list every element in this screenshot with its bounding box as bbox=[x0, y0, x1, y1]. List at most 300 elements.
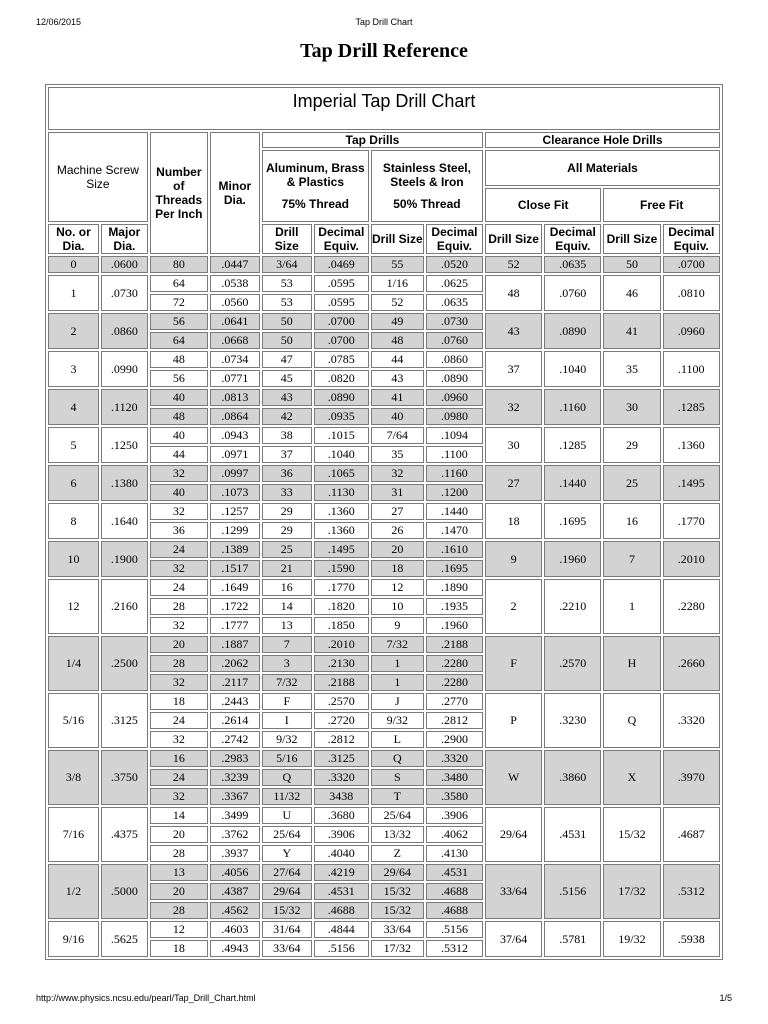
major-dia-cell: .3125 bbox=[101, 693, 148, 748]
ss-decimal-cell: .1960 bbox=[426, 617, 483, 634]
major-dia-cell: .5625 bbox=[101, 921, 148, 957]
al-decimal-cell: .2188 bbox=[314, 674, 369, 691]
ss-drill-size-cell: 40 bbox=[371, 408, 424, 425]
major-dia-cell: .1380 bbox=[101, 465, 148, 501]
al-drill-size-cell: 15/32 bbox=[262, 902, 312, 919]
threads-per-inch-header: Number of Threads Per Inch bbox=[150, 132, 208, 254]
free-fit-decimal-cell: .1770 bbox=[663, 503, 720, 539]
threads-per-inch-cell: 32 bbox=[150, 617, 208, 634]
free-fit-drill-cell: 50 bbox=[603, 256, 660, 273]
free-drill-size-header: Drill Size bbox=[603, 224, 660, 254]
ss-decimal-cell: .1890 bbox=[426, 579, 483, 596]
minor-dia-cell: .1073 bbox=[210, 484, 260, 501]
al-drill-size-cell: 53 bbox=[262, 275, 312, 292]
al-drill-size-cell: 3 bbox=[262, 655, 312, 672]
print-page-number: 1/5 bbox=[719, 993, 732, 1003]
ss-drill-size-cell: 7/32 bbox=[371, 636, 424, 653]
threads-per-inch-cell: 18 bbox=[150, 693, 208, 710]
table-row bbox=[48, 427, 720, 444]
free-fit-decimal-cell: .2010 bbox=[663, 541, 720, 577]
al-drill-size-cell: 36 bbox=[262, 465, 312, 482]
ss-drill-size-cell: 1 bbox=[371, 655, 424, 672]
al-drill-size-cell: 16 bbox=[262, 579, 312, 596]
ss-decimal-cell: .4688 bbox=[426, 883, 483, 900]
al-drill-size-cell: 31/64 bbox=[262, 921, 312, 938]
close-fit-decimal-cell: .1960 bbox=[544, 541, 601, 577]
ss-drill-size-cell: 29/64 bbox=[371, 864, 424, 881]
threads-per-inch-cell: 13 bbox=[150, 864, 208, 881]
threads-per-inch-cell: 32 bbox=[150, 674, 208, 691]
al-decimal-cell: .4531 bbox=[314, 883, 369, 900]
screw-size-cell: 1/2 bbox=[48, 864, 99, 919]
major-dia-cell: .5000 bbox=[101, 864, 148, 919]
al-decimal-equiv-header: Decimal Equiv. bbox=[314, 224, 369, 254]
ss-drill-size-cell: 32 bbox=[371, 465, 424, 482]
free-fit-decimal-cell: .5312 bbox=[663, 864, 720, 919]
close-fit-decimal-cell: .1695 bbox=[544, 503, 601, 539]
free-fit-drill-cell: 16 bbox=[603, 503, 660, 539]
close-fit-drill-cell: 48 bbox=[485, 275, 542, 311]
al-drill-size-cell: 50 bbox=[262, 332, 312, 349]
close-fit-decimal-cell: .0635 bbox=[544, 256, 601, 273]
ss-drill-size-cell: L bbox=[371, 731, 424, 748]
ss-decimal-cell: .4531 bbox=[426, 864, 483, 881]
close-fit-drill-cell: 29/64 bbox=[485, 807, 542, 862]
minor-dia-cell: .2983 bbox=[210, 750, 260, 767]
threads-per-inch-cell: 64 bbox=[150, 332, 208, 349]
al-decimal-cell: .2130 bbox=[314, 655, 369, 672]
al-drill-size-cell: F bbox=[262, 693, 312, 710]
ss-drill-size-cell: 13/32 bbox=[371, 826, 424, 843]
al-drill-size-cell: 3/64 bbox=[262, 256, 312, 273]
threads-per-inch-cell: 12 bbox=[150, 921, 208, 938]
al-drill-size-cell: 29 bbox=[262, 503, 312, 520]
ss-decimal-cell: .2280 bbox=[426, 655, 483, 672]
minor-dia-cell: .2742 bbox=[210, 731, 260, 748]
ss-drill-size-cell: 25/64 bbox=[371, 807, 424, 824]
close-decimal-equiv-header: Decimal Equiv. bbox=[544, 224, 601, 254]
ss-drill-size-header: Drill Size bbox=[371, 224, 424, 254]
ss-decimal-cell: .4130 bbox=[426, 845, 483, 862]
close-fit-decimal-cell: .0890 bbox=[544, 313, 601, 349]
al-drill-size-cell: 29/64 bbox=[262, 883, 312, 900]
ss-drill-size-cell: 12 bbox=[371, 579, 424, 596]
al-drill-size-cell: 9/32 bbox=[262, 731, 312, 748]
close-fit-drill-cell: 43 bbox=[485, 313, 542, 349]
ss-decimal-cell: .3320 bbox=[426, 750, 483, 767]
ss-decimal-cell: .2188 bbox=[426, 636, 483, 653]
threads-per-inch-cell: 48 bbox=[150, 351, 208, 368]
screw-size-cell: 9/16 bbox=[48, 921, 99, 957]
close-fit-decimal-cell: .1040 bbox=[544, 351, 601, 387]
ss-drill-size-cell: 26 bbox=[371, 522, 424, 539]
table-row bbox=[48, 864, 720, 881]
ss-drill-size-cell: 49 bbox=[371, 313, 424, 330]
minor-dia-cell: .0538 bbox=[210, 275, 260, 292]
ss-drill-size-cell: 52 bbox=[371, 294, 424, 311]
al-decimal-cell: .4688 bbox=[314, 902, 369, 919]
threads-per-inch-cell: 32 bbox=[150, 560, 208, 577]
ss-decimal-cell: .3480 bbox=[426, 769, 483, 786]
ss-drill-size-cell: 1 bbox=[371, 674, 424, 691]
ss-decimal-cell: .1935 bbox=[426, 598, 483, 615]
major-dia-cell: .1250 bbox=[101, 427, 148, 463]
ss-drill-size-cell: 35 bbox=[371, 446, 424, 463]
ss-drill-size-cell: 31 bbox=[371, 484, 424, 501]
al-decimal-cell: .1495 bbox=[314, 541, 369, 558]
free-fit-decimal-cell: .2280 bbox=[663, 579, 720, 634]
minor-dia-cell: .2062 bbox=[210, 655, 260, 672]
screw-size-cell: 0 bbox=[48, 256, 99, 273]
al-decimal-cell: .3320 bbox=[314, 769, 369, 786]
al-decimal-cell: .4040 bbox=[314, 845, 369, 862]
print-footer bbox=[36, 993, 732, 1005]
al-decimal-cell: .1360 bbox=[314, 503, 369, 520]
free-fit-decimal-cell: .1360 bbox=[663, 427, 720, 463]
close-fit-drill-cell: 37/64 bbox=[485, 921, 542, 957]
machine-screw-size-header: Machine Screw Size bbox=[48, 132, 148, 222]
al-decimal-cell: .0935 bbox=[314, 408, 369, 425]
al-drill-size-cell: 53 bbox=[262, 294, 312, 311]
ss-decimal-cell: .4062 bbox=[426, 826, 483, 843]
major-dia-cell: .3750 bbox=[101, 750, 148, 805]
table-row bbox=[48, 541, 720, 558]
major-dia-cell: .2500 bbox=[101, 636, 148, 691]
close-drill-size-header: Drill Size bbox=[485, 224, 542, 254]
threads-per-inch-cell: 72 bbox=[150, 294, 208, 311]
ss-decimal-cell: .5156 bbox=[426, 921, 483, 938]
ss-decimal-cell: .2770 bbox=[426, 693, 483, 710]
minor-dia-cell: .1299 bbox=[210, 522, 260, 539]
ss-decimal-cell: .0860 bbox=[426, 351, 483, 368]
free-fit-header: Free Fit bbox=[603, 188, 720, 222]
ss-decimal-cell: .0890 bbox=[426, 370, 483, 387]
al-decimal-cell: .2720 bbox=[314, 712, 369, 729]
close-fit-drill-cell: 30 bbox=[485, 427, 542, 463]
screw-size-cell: 2 bbox=[48, 313, 99, 349]
minor-dia-cell: .2117 bbox=[210, 674, 260, 691]
close-fit-drill-cell: 52 bbox=[485, 256, 542, 273]
minor-dia-cell: .0997 bbox=[210, 465, 260, 482]
free-fit-decimal-cell: .0960 bbox=[663, 313, 720, 349]
table-row bbox=[48, 275, 720, 292]
free-fit-drill-cell: 41 bbox=[603, 313, 660, 349]
close-fit-decimal-cell: .5781 bbox=[544, 921, 601, 957]
threads-per-inch-cell: 44 bbox=[150, 446, 208, 463]
tap-drill-table bbox=[45, 84, 723, 960]
al-decimal-cell: .3125 bbox=[314, 750, 369, 767]
screw-size-cell: 4 bbox=[48, 389, 99, 425]
free-fit-drill-cell: X bbox=[603, 750, 660, 805]
minor-dia-cell: .4603 bbox=[210, 921, 260, 938]
al-decimal-cell: .3906 bbox=[314, 826, 369, 843]
threads-per-inch-cell: 28 bbox=[150, 902, 208, 919]
al-drill-size-cell: 43 bbox=[262, 389, 312, 406]
al-drill-size-cell: 7 bbox=[262, 636, 312, 653]
threads-per-inch-cell: 80 bbox=[150, 256, 208, 273]
ss-drill-size-cell: 10 bbox=[371, 598, 424, 615]
ss-drill-size-cell: 48 bbox=[371, 332, 424, 349]
major-dia-cell: .1900 bbox=[101, 541, 148, 577]
ss-decimal-cell: .3906 bbox=[426, 807, 483, 824]
ss-decimal-equiv-header: Decimal Equiv. bbox=[426, 224, 483, 254]
threads-per-inch-cell: 32 bbox=[150, 731, 208, 748]
chart-container bbox=[45, 84, 723, 989]
screw-size-cell: 3 bbox=[48, 351, 99, 387]
close-fit-drill-cell: 27 bbox=[485, 465, 542, 501]
minor-dia-cell: .3239 bbox=[210, 769, 260, 786]
page-title: Tap Drill Reference bbox=[300, 40, 468, 62]
minor-dia-cell: .1887 bbox=[210, 636, 260, 653]
ss-drill-size-cell: 41 bbox=[371, 389, 424, 406]
minor-dia-cell: .2614 bbox=[210, 712, 260, 729]
ss-drill-size-cell: 33/64 bbox=[371, 921, 424, 938]
tap-drills-header: Tap Drills bbox=[262, 132, 483, 148]
aluminum-label: Aluminum, Brass & Plastics bbox=[265, 161, 365, 189]
ss-decimal-cell: .1200 bbox=[426, 484, 483, 501]
al-decimal-cell: .1130 bbox=[314, 484, 369, 501]
al-drill-size-cell: 25 bbox=[262, 541, 312, 558]
free-fit-drill-cell: 35 bbox=[603, 351, 660, 387]
table-row bbox=[48, 807, 720, 824]
table-row bbox=[48, 503, 720, 520]
table-row bbox=[48, 921, 720, 938]
free-fit-decimal-cell: .0810 bbox=[663, 275, 720, 311]
threads-per-inch-cell: 40 bbox=[150, 484, 208, 501]
close-fit-drill-cell: F bbox=[485, 636, 542, 691]
ss-drill-size-cell: 17/32 bbox=[371, 940, 424, 957]
free-fit-drill-cell: 15/32 bbox=[603, 807, 660, 862]
al-decimal-cell: .0595 bbox=[314, 275, 369, 292]
ss-drill-size-cell: 27 bbox=[371, 503, 424, 520]
al-decimal-cell: .3680 bbox=[314, 807, 369, 824]
stainless-label: Stainless Steel, Steels & Iron bbox=[382, 161, 471, 189]
al-decimal-cell: .1850 bbox=[314, 617, 369, 634]
ss-decimal-cell: .5312 bbox=[426, 940, 483, 957]
al-decimal-cell: .1015 bbox=[314, 427, 369, 444]
threads-per-inch-cell: 28 bbox=[150, 845, 208, 862]
ss-decimal-cell: .0625 bbox=[426, 275, 483, 292]
free-fit-decimal-cell: .2660 bbox=[663, 636, 720, 691]
threads-per-inch-cell: 40 bbox=[150, 427, 208, 444]
free-fit-drill-cell: 17/32 bbox=[603, 864, 660, 919]
ss-decimal-cell: .0980 bbox=[426, 408, 483, 425]
ss-decimal-cell: .0635 bbox=[426, 294, 483, 311]
ss-decimal-cell: .2280 bbox=[426, 674, 483, 691]
free-fit-drill-cell: 25 bbox=[603, 465, 660, 501]
threads-per-inch-cell: 56 bbox=[150, 313, 208, 330]
free-fit-decimal-cell: .1495 bbox=[663, 465, 720, 501]
screw-size-cell: 3/8 bbox=[48, 750, 99, 805]
al-drill-size-cell: 13 bbox=[262, 617, 312, 634]
minor-dia-header: Minor Dia. bbox=[210, 132, 260, 254]
ss-drill-size-cell: 1/16 bbox=[371, 275, 424, 292]
al-decimal-cell: .0785 bbox=[314, 351, 369, 368]
al-drill-size-cell: U bbox=[262, 807, 312, 824]
close-fit-drill-cell: 32 bbox=[485, 389, 542, 425]
ss-drill-size-cell: S bbox=[371, 769, 424, 786]
minor-dia-cell: .0447 bbox=[210, 256, 260, 273]
close-fit-decimal-cell: .3230 bbox=[544, 693, 601, 748]
minor-dia-cell: .1777 bbox=[210, 617, 260, 634]
minor-dia-cell: .0864 bbox=[210, 408, 260, 425]
minor-dia-cell: .4562 bbox=[210, 902, 260, 919]
ss-decimal-cell: .2900 bbox=[426, 731, 483, 748]
ss-drill-size-cell: Z bbox=[371, 845, 424, 862]
al-drill-size-cell: 45 bbox=[262, 370, 312, 387]
close-fit-header: Close Fit bbox=[485, 188, 601, 222]
close-fit-decimal-cell: .2570 bbox=[544, 636, 601, 691]
free-fit-drill-cell: 19/32 bbox=[603, 921, 660, 957]
ss-drill-size-cell: 15/32 bbox=[371, 883, 424, 900]
al-drill-size-cell: 38 bbox=[262, 427, 312, 444]
ss-drill-size-cell: 43 bbox=[371, 370, 424, 387]
close-fit-decimal-cell: .2210 bbox=[544, 579, 601, 634]
al-decimal-cell: .1065 bbox=[314, 465, 369, 482]
al-drill-size-cell: 11/32 bbox=[262, 788, 312, 805]
minor-dia-cell: .3499 bbox=[210, 807, 260, 824]
al-decimal-cell: .5156 bbox=[314, 940, 369, 957]
al-decimal-cell: .2812 bbox=[314, 731, 369, 748]
major-dia-cell: .4375 bbox=[101, 807, 148, 862]
close-fit-decimal-cell: .4531 bbox=[544, 807, 601, 862]
screw-size-cell: 1/4 bbox=[48, 636, 99, 691]
close-fit-decimal-cell: .5156 bbox=[544, 864, 601, 919]
ss-drill-size-cell: 9 bbox=[371, 617, 424, 634]
print-header bbox=[36, 17, 732, 29]
al-decimal-cell: .0700 bbox=[314, 332, 369, 349]
al-drill-size-cell: 33/64 bbox=[262, 940, 312, 957]
minor-dia-cell: .3937 bbox=[210, 845, 260, 862]
ss-decimal-cell: .0730 bbox=[426, 313, 483, 330]
no-or-dia-header: No. or Dia. bbox=[48, 224, 99, 254]
al-drill-size-cell: 37 bbox=[262, 446, 312, 463]
major-dia-cell: .0860 bbox=[101, 313, 148, 349]
close-fit-drill-cell: 37 bbox=[485, 351, 542, 387]
close-fit-drill-cell: 2 bbox=[485, 579, 542, 634]
ss-decimal-cell: .4688 bbox=[426, 902, 483, 919]
close-fit-decimal-cell: .3860 bbox=[544, 750, 601, 805]
al-drill-size-cell: 14 bbox=[262, 598, 312, 615]
minor-dia-cell: .1389 bbox=[210, 541, 260, 558]
al-drill-size-cell: Y bbox=[262, 845, 312, 862]
major-dia-cell: .1640 bbox=[101, 503, 148, 539]
al-drill-size-cell: 29 bbox=[262, 522, 312, 539]
close-fit-drill-cell: P bbox=[485, 693, 542, 748]
ss-decimal-cell: .1094 bbox=[426, 427, 483, 444]
close-fit-drill-cell: 33/64 bbox=[485, 864, 542, 919]
free-fit-drill-cell: 30 bbox=[603, 389, 660, 425]
threads-per-inch-cell: 20 bbox=[150, 883, 208, 900]
al-decimal-cell: .1770 bbox=[314, 579, 369, 596]
print-url: http://www.physics.ncsu.edu/pearl/Tap_Drill_Chart.html bbox=[36, 993, 256, 1003]
aluminum-thread-label: 75% Thread bbox=[281, 197, 350, 211]
threads-per-inch-cell: 32 bbox=[150, 788, 208, 805]
al-drill-size-cell: 5/16 bbox=[262, 750, 312, 767]
table-row bbox=[48, 636, 720, 653]
al-drill-size-cell: 27/64 bbox=[262, 864, 312, 881]
ss-decimal-cell: .0960 bbox=[426, 389, 483, 406]
threads-per-inch-cell: 24 bbox=[150, 769, 208, 786]
minor-dia-cell: .4943 bbox=[210, 940, 260, 957]
minor-dia-cell: .0971 bbox=[210, 446, 260, 463]
al-decimal-cell: .2570 bbox=[314, 693, 369, 710]
minor-dia-cell: .4387 bbox=[210, 883, 260, 900]
table-row bbox=[48, 389, 720, 406]
aluminum-header bbox=[262, 150, 369, 222]
free-fit-drill-cell: H bbox=[603, 636, 660, 691]
ss-drill-size-cell: Q bbox=[371, 750, 424, 767]
al-decimal-cell: .4219 bbox=[314, 864, 369, 881]
al-drill-size-cell: Q bbox=[262, 769, 312, 786]
minor-dia-cell: .3762 bbox=[210, 826, 260, 843]
al-decimal-cell: .1820 bbox=[314, 598, 369, 615]
ss-drill-size-cell: 9/32 bbox=[371, 712, 424, 729]
close-fit-decimal-cell: .1285 bbox=[544, 427, 601, 463]
screw-size-cell: 8 bbox=[48, 503, 99, 539]
threads-per-inch-cell: 24 bbox=[150, 712, 208, 729]
ss-drill-size-cell: T bbox=[371, 788, 424, 805]
major-dia-cell: .2160 bbox=[101, 579, 148, 634]
minor-dia-cell: .0943 bbox=[210, 427, 260, 444]
ss-drill-size-cell: 44 bbox=[371, 351, 424, 368]
table-row bbox=[48, 256, 720, 273]
chart-body bbox=[48, 87, 720, 957]
free-decimal-equiv-header: Decimal Equiv. bbox=[663, 224, 720, 254]
free-fit-drill-cell: 1 bbox=[603, 579, 660, 634]
threads-per-inch-cell: 16 bbox=[150, 750, 208, 767]
ss-drill-size-cell: 7/64 bbox=[371, 427, 424, 444]
al-decimal-cell: .0820 bbox=[314, 370, 369, 387]
all-materials-header: All Materials bbox=[485, 150, 720, 186]
threads-per-inch-cell: 32 bbox=[150, 465, 208, 482]
al-drill-size-cell: 7/32 bbox=[262, 674, 312, 691]
clearance-hole-drills-header: Clearance Hole Drills bbox=[485, 132, 720, 148]
free-fit-decimal-cell: .4687 bbox=[663, 807, 720, 862]
close-fit-decimal-cell: .1160 bbox=[544, 389, 601, 425]
chart-title: Imperial Tap Drill Chart bbox=[48, 87, 720, 130]
ss-drill-size-cell: 18 bbox=[371, 560, 424, 577]
minor-dia-cell: .4056 bbox=[210, 864, 260, 881]
table-row bbox=[48, 465, 720, 482]
ss-drill-size-cell: J bbox=[371, 693, 424, 710]
al-drill-size-cell: 25/64 bbox=[262, 826, 312, 843]
threads-per-inch-cell: 64 bbox=[150, 275, 208, 292]
table-row bbox=[48, 579, 720, 596]
free-fit-drill-cell: 46 bbox=[603, 275, 660, 311]
al-drill-size-cell: 21 bbox=[262, 560, 312, 577]
al-drill-size-cell: 33 bbox=[262, 484, 312, 501]
al-drill-size-cell: 47 bbox=[262, 351, 312, 368]
al-decimal-cell: .0700 bbox=[314, 313, 369, 330]
ss-drill-size-cell: 20 bbox=[371, 541, 424, 558]
threads-per-inch-cell: 24 bbox=[150, 541, 208, 558]
close-fit-drill-cell: W bbox=[485, 750, 542, 805]
screw-size-cell: 6 bbox=[48, 465, 99, 501]
al-drill-size-header: Drill Size bbox=[262, 224, 312, 254]
major-dia-cell: .0730 bbox=[101, 275, 148, 311]
ss-decimal-cell: .1610 bbox=[426, 541, 483, 558]
al-drill-size-cell: 42 bbox=[262, 408, 312, 425]
al-drill-size-cell: 50 bbox=[262, 313, 312, 330]
minor-dia-cell: .0560 bbox=[210, 294, 260, 311]
minor-dia-cell: .1649 bbox=[210, 579, 260, 596]
major-dia-cell: .0990 bbox=[101, 351, 148, 387]
al-decimal-cell: .0595 bbox=[314, 294, 369, 311]
ss-decimal-cell: .0760 bbox=[426, 332, 483, 349]
threads-per-inch-cell: 28 bbox=[150, 598, 208, 615]
screw-size-cell: 5/16 bbox=[48, 693, 99, 748]
